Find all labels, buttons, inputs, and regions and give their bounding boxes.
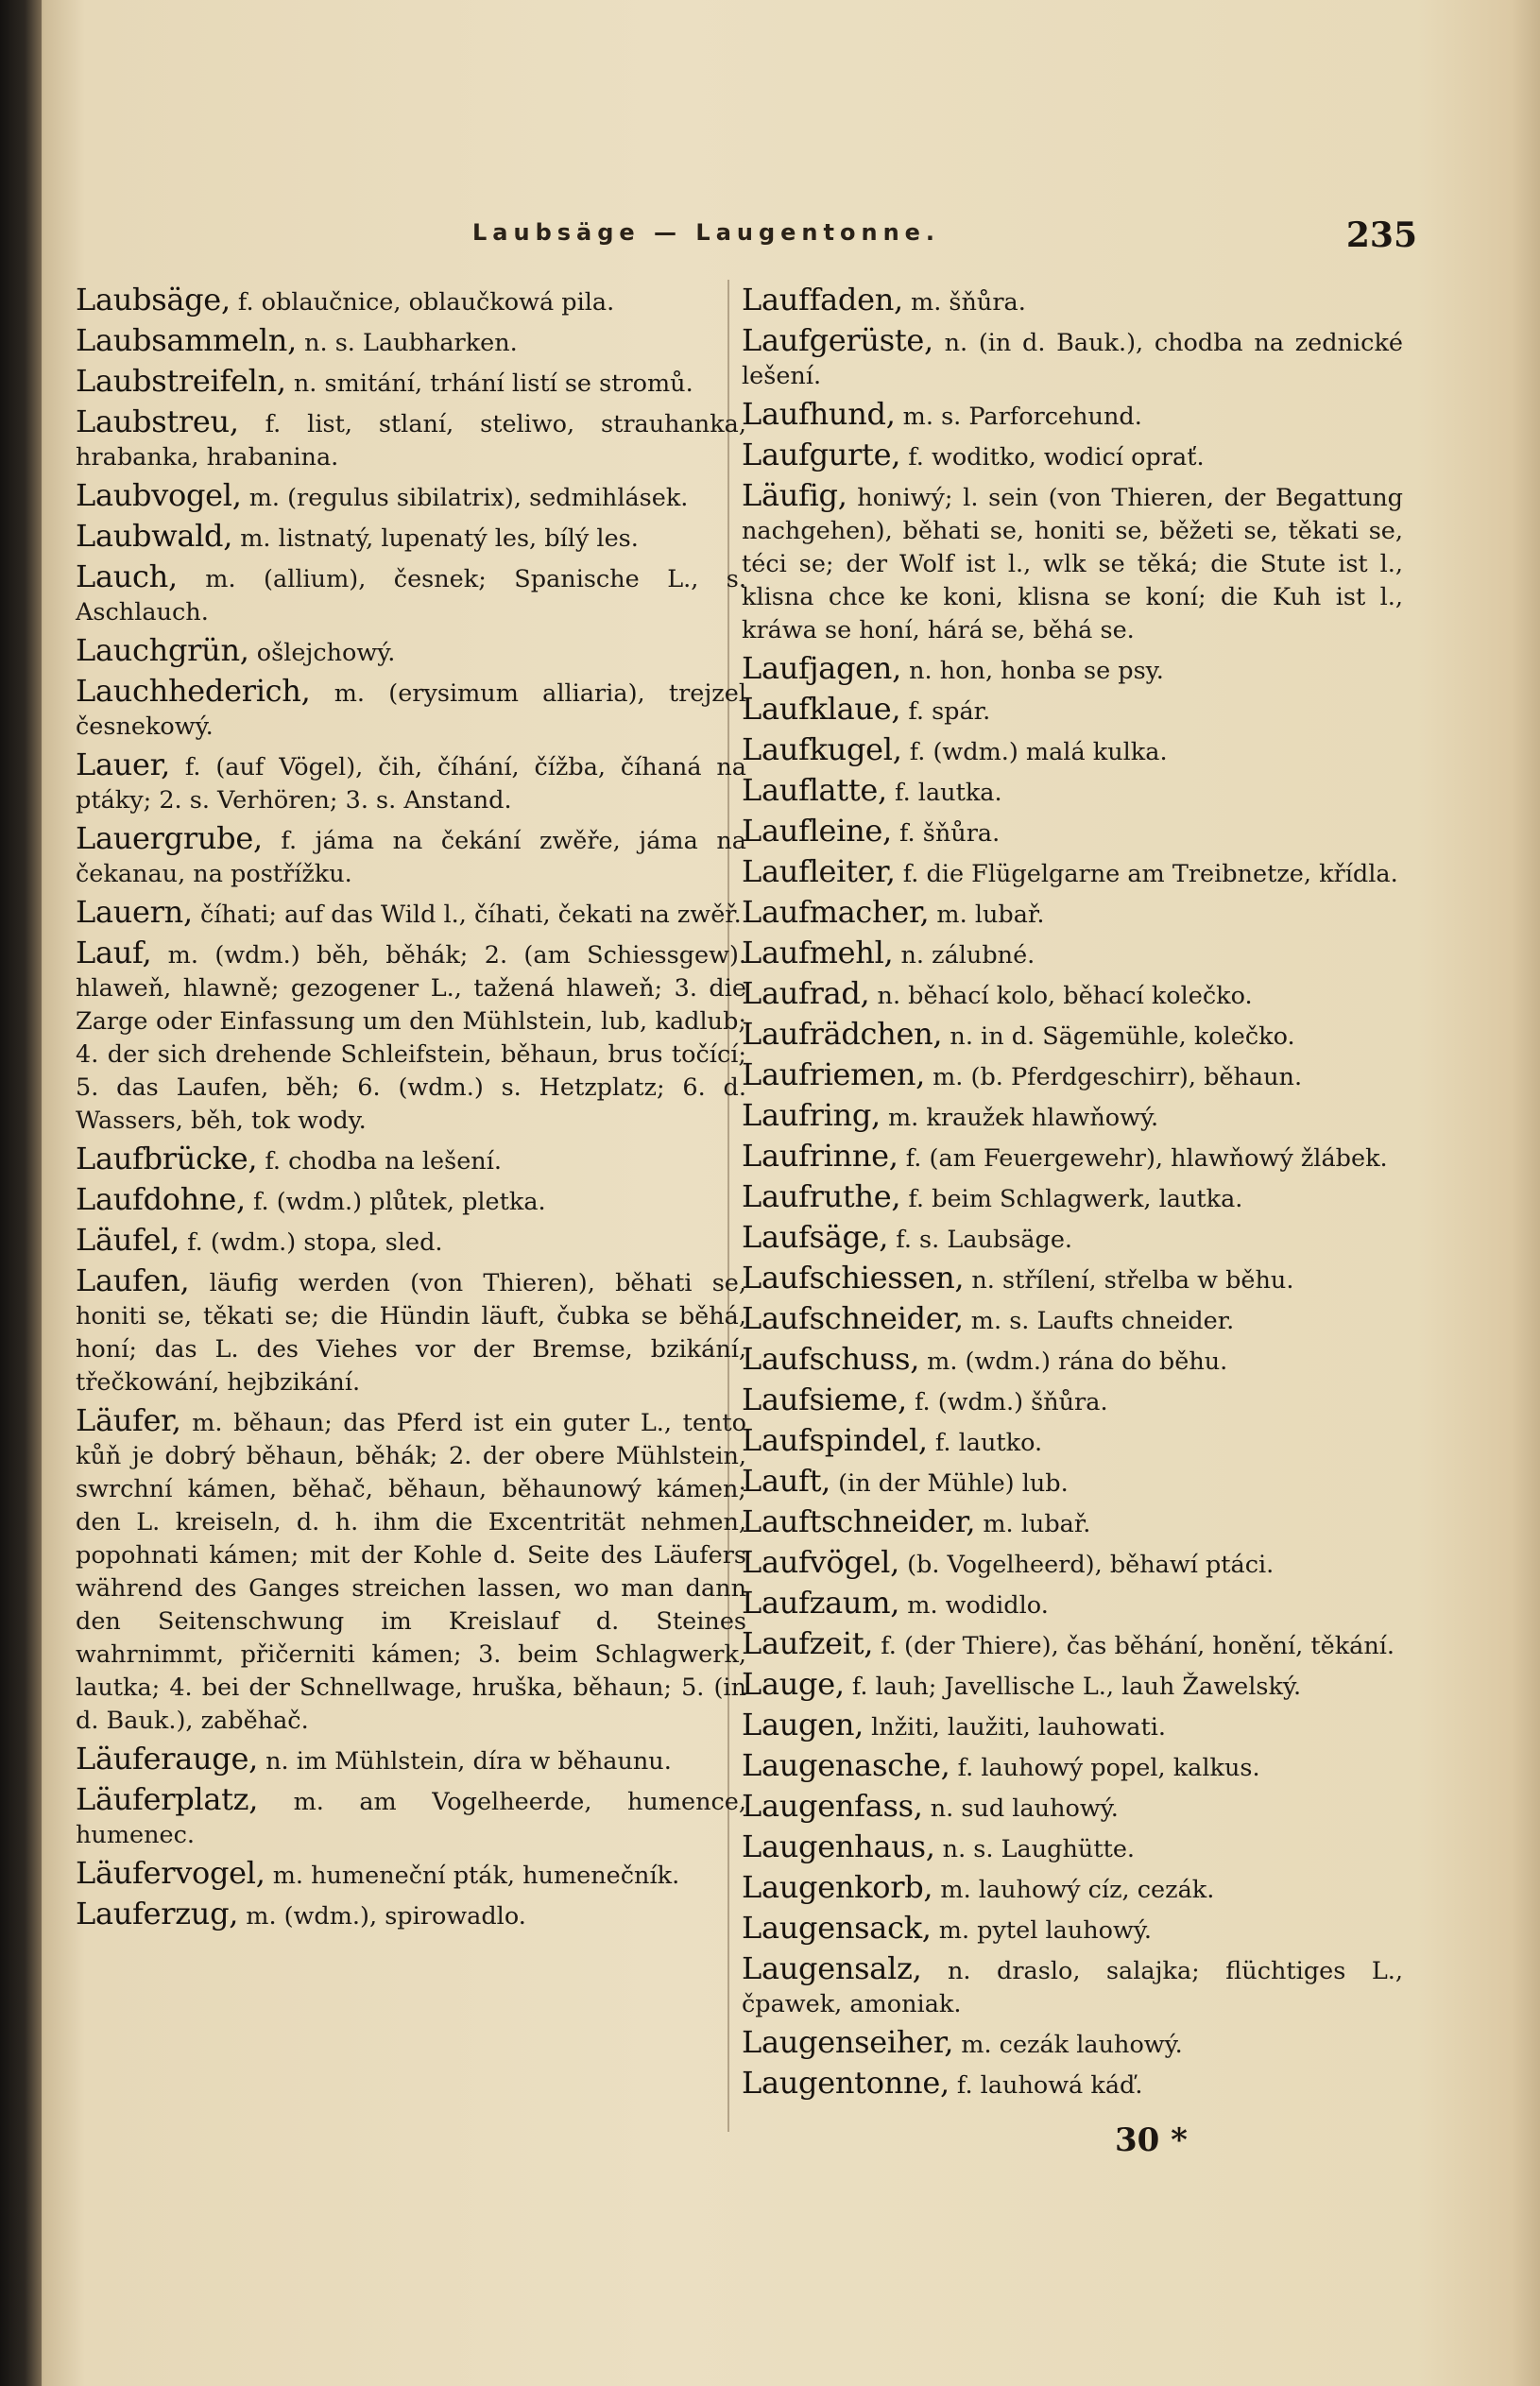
dictionary-entry	[742, 1424, 1403, 1460]
entry-headword: Laufgerüste,	[742, 322, 933, 358]
entry-definition: f. s. Laubsäge.	[888, 1226, 1073, 1254]
entry-headword: Laufvögel,	[742, 1544, 899, 1580]
entry-definition: m. s. Parforcehund.	[895, 403, 1142, 431]
entry-definition: m. wodidlo.	[899, 1591, 1049, 1620]
entry-definition: m. kraužek hlawňowý.	[880, 1104, 1159, 1132]
dictionary-entry	[76, 822, 746, 891]
dictionary-entry	[76, 324, 746, 360]
entry-headword: Lauge,	[742, 1666, 845, 1702]
entry-definition: n. s. Laubharken.	[296, 329, 518, 357]
entry-headword: Lauergrube,	[76, 820, 263, 856]
entry-definition: m. (b. Pferdgeschirr), běhaun.	[925, 1063, 1303, 1091]
dictionary-entry	[742, 1952, 1403, 2021]
dictionary-entry	[76, 479, 746, 515]
entry-headword: Laubwald,	[76, 518, 233, 554]
dictionary-entry	[76, 1742, 746, 1778]
entry-headword: Laugenhaus,	[742, 1828, 935, 1864]
entry-definition: (in der Mühle) lub.	[830, 1469, 1069, 1498]
entry-headword: Laufspindel,	[742, 1422, 928, 1458]
entry-headword: Laugenkorb,	[742, 1869, 933, 1905]
entry-definition: n. s. Laughütte.	[934, 1835, 1136, 1863]
dictionary-entry	[76, 1224, 746, 1260]
entry-definition: f. woditko, wodicí oprať.	[900, 443, 1205, 472]
entry-headword: Laufruthe,	[742, 1178, 901, 1214]
dictionary-entry	[742, 1708, 1403, 1744]
entry-definition: m. humeneční pták, humenečník.	[265, 1862, 680, 1890]
entry-definition: n. běhací kolo, běhací kolečko.	[869, 982, 1253, 1010]
entry-definition: n. im Mühlstein, díra w běhaunu.	[258, 1747, 672, 1776]
dictionary-entry	[742, 2067, 1403, 2103]
entry-definition: n. zálubné.	[893, 941, 1035, 970]
entry-headword: Laubsäge,	[76, 282, 231, 318]
entry-definition: n. střílení, střelba w běhu.	[964, 1266, 1294, 1295]
dictionary-entry	[742, 1790, 1403, 1826]
entry-definition: m. pytel lauhowý.	[931, 1916, 1152, 1945]
entry-definition: m. am Vogelheerde, humence, humenec.	[76, 1788, 746, 1849]
dictionary-entry	[742, 1749, 1403, 1785]
entry-headword: Lauer,	[76, 747, 171, 782]
dictionary-entry	[76, 748, 746, 817]
entry-definition: n. hon, honba se psy.	[901, 657, 1164, 685]
dictionary-entry	[76, 1783, 746, 1852]
entry-headword: Laufkugel,	[742, 731, 902, 767]
entry-headword: Lauferzug,	[76, 1896, 239, 1931]
entry-headword: Lauchgrün,	[76, 632, 249, 668]
entry-headword: Laufmacher,	[742, 894, 930, 930]
entry-headword: Laufrad,	[742, 975, 870, 1011]
dictionary-entry	[742, 1099, 1403, 1135]
entry-headword: Läufig,	[742, 477, 847, 513]
entry-headword: Laubsammeln,	[76, 322, 297, 358]
dictionary-entry	[742, 815, 1403, 850]
dictionary-entry	[742, 1180, 1403, 1216]
right-column	[742, 283, 1403, 2107]
entry-headword: Laugensack,	[742, 1910, 932, 1946]
dictionary-entry	[742, 936, 1403, 972]
dictionary-entry	[76, 283, 746, 319]
dictionary-entry	[742, 1383, 1403, 1419]
entry-headword: Laufzeit,	[742, 1625, 874, 1661]
dictionary-entry	[742, 438, 1403, 474]
entry-definition: f. jáma na čekání zwěře, jáma na čekanau, na postřížku.	[76, 827, 746, 888]
dictionary-entry	[742, 283, 1403, 319]
entry-headword: Laugen,	[742, 1707, 864, 1742]
entry-headword: Lauf,	[76, 935, 152, 970]
dictionary-entry	[76, 1857, 746, 1893]
dictionary-entry	[76, 520, 746, 556]
entry-headword: Lauft,	[742, 1463, 831, 1499]
entry-definition: f. spár.	[900, 697, 991, 726]
entry-definition: f. list, stlaní, steliwo, strauhanka, hrabanka, hrabanina.	[76, 410, 746, 472]
dictionary-entry	[76, 365, 746, 401]
dictionary-entry	[76, 1897, 746, 1933]
running-head: Laubsäge — Laugentonne.	[472, 219, 941, 246]
entry-headword: Laufsäge,	[742, 1219, 889, 1255]
entry-definition: n. sud lauhowý.	[922, 1794, 1119, 1823]
entry-definition: f. die Flügelgarne am Treibnetze, křídla.	[895, 860, 1398, 888]
entry-headword: Laufschneider,	[742, 1300, 964, 1336]
entry-headword: Laufklaue,	[742, 691, 901, 727]
dictionary-entry	[76, 560, 746, 629]
entry-definition: f. (am Feuergewehr), hlawňowý žlábek.	[898, 1144, 1388, 1173]
dictionary-entry	[742, 1262, 1403, 1297]
entry-definition: honiwý; l. sein (von Thieren, der Begattung nachgehen), běhati se, honiti se, běžeti se, těkati se, téci se; der Wolf ist l., wlk se těká; die Stute ist l., klisna chce ke koni, klisna se koní; die Kuh ist l., kráwa se honí, hárá se, běhá se.	[742, 484, 1403, 644]
entry-definition: f. chodba na lešení.	[257, 1147, 502, 1176]
entry-definition: f. lauhowá káď.	[949, 2071, 1143, 2100]
entry-definition: m. (allium), česnek; Spanische L., s. Aschlauch.	[76, 565, 746, 627]
entry-headword: Laufschiessen,	[742, 1260, 965, 1296]
entry-headword: Laufsieme,	[742, 1382, 907, 1417]
dictionary-entry	[742, 855, 1403, 891]
entry-headword: Laugenfass,	[742, 1788, 923, 1824]
entry-definition: f. (auf Vögel), čih, číhání, čížba, číhaná na ptáky; 2. s. Verhören; 3. s. Anstand.	[76, 753, 746, 815]
entry-definition: m. lubař.	[929, 901, 1045, 929]
entry-headword: Laugenasche,	[742, 1747, 950, 1783]
entry-headword: Laufleiter,	[742, 853, 896, 889]
entry-definition: m. (wdm.), spirowadlo.	[238, 1902, 526, 1931]
dictionary-entry	[742, 479, 1403, 647]
dictionary-entry	[742, 1058, 1403, 1094]
dictionary-entry	[742, 693, 1403, 729]
entry-definition: f. beim Schlagwerk, lautka.	[900, 1185, 1243, 1213]
dictionary-entry	[742, 1505, 1403, 1541]
entry-headword: Laufdohne,	[76, 1181, 246, 1217]
page-header	[472, 215, 1417, 257]
entry-definition: ošlejchowý.	[248, 639, 396, 667]
left-column	[76, 283, 746, 1938]
entry-definition: n. in d. Sägemühle, kolečko.	[942, 1022, 1295, 1051]
entry-definition: číhati; auf das Wild l., číhati, čekati na zwěř.	[192, 901, 742, 929]
entry-headword: Lauchhederich,	[76, 673, 311, 709]
dictionary-entry	[742, 1140, 1403, 1176]
entry-headword: Läuferauge,	[76, 1741, 258, 1777]
entry-definition: f. (wdm.) šňůra.	[906, 1388, 1108, 1416]
entry-definition: n. (in d. Bauk.), chodba na zednické lešení.	[742, 329, 1403, 390]
dictionary-entry	[742, 733, 1403, 769]
dictionary-entry	[76, 1404, 746, 1738]
entry-definition: f. (wdm.) malá kulka.	[901, 738, 1168, 766]
entry-definition: lnžiti, laužiti, lauhowati.	[864, 1713, 1167, 1742]
entry-headword: Laugentonne,	[742, 2065, 950, 2101]
entry-definition: m. (wdm.) rána do běhu.	[919, 1347, 1228, 1376]
entry-definition: läufig werden (von Thieren), běhati se, honiti se, těkati se; die Hündin läuft, čubka se běhá, honí; das L. des Viehes vor der Bremse, bzikání, třečkowání, hejbzikání.	[76, 1269, 746, 1397]
dictionary-entry	[742, 1465, 1403, 1501]
entry-definition: f. lautka.	[886, 779, 1002, 807]
entry-definition: n. draslo, salajka; flüchtiges L., čpawek, amoniak.	[742, 1957, 1403, 2018]
dictionary-entry	[742, 977, 1403, 1013]
dictionary-entry	[742, 1830, 1403, 1866]
entry-definition: f. lauh; Javellische L., lauh Žawelský.	[844, 1673, 1302, 1701]
dictionary-entry	[76, 634, 746, 670]
dictionary-entry	[742, 1668, 1403, 1704]
entry-headword: Laufleine,	[742, 813, 892, 849]
entry-headword: Laufzaum,	[742, 1585, 900, 1621]
entry-definition: m. běhaun; das Pferd ist ein guter L., tento kůň je dobrý běhaun, běhák; 2. der obere Mühlstein, swrchní kámen, běhač, běhaun, běhaunowý kámen; den L. kreiseln, d. h. ihm die Excentrität nehmen, popohnati kámen; mit der Kohle d. Seite des Läufers während des Ganges streichen lassen, wo man dann den Seitenschwung im Kreislauf d. Steines wahrnimmt, přičerniti kámen; 3. beim Schlagwerk, lautka; 4. bei der Schnellwage, hruška, běhaun; 5. (in d. Bauk.), zaběhač.	[76, 1409, 746, 1735]
entry-definition: m. lauhowý cíz, cezák.	[933, 1876, 1215, 1904]
dictionary-entry	[742, 774, 1403, 810]
entry-definition: m. (regulus sibilatrix), sedmihlásek.	[241, 484, 689, 512]
book-gutter	[0, 0, 42, 2386]
dictionary-entry	[76, 405, 746, 474]
entry-definition: f. oblaučnice, oblaučkowá pila.	[230, 288, 615, 317]
page-number: 235	[1345, 215, 1417, 255]
entry-definition: m. listnatý, lupenatý les, bílý les.	[232, 524, 639, 553]
entry-headword: Laubstreu,	[76, 403, 239, 439]
entry-headword: Laufgurte,	[742, 437, 901, 472]
entry-headword: Laubstreifeln,	[76, 363, 286, 399]
dictionary-entry	[742, 2026, 1403, 2062]
entry-headword: Lauffaden,	[742, 282, 903, 318]
entry-definition: f. (der Thiere), čas běhání, honění, těkání.	[873, 1632, 1395, 1660]
dictionary-entry	[76, 1264, 746, 1399]
dictionary-entry	[742, 1343, 1403, 1379]
dictionary-entry	[76, 675, 746, 744]
entry-headword: Lauflatte,	[742, 772, 887, 808]
dictionary-entry	[742, 1587, 1403, 1622]
entry-headword: Läuferplatz,	[76, 1781, 259, 1817]
signature-mark: 30 *	[1115, 2121, 1188, 2159]
entry-definition: n. smitání, trhání listí se stromů.	[285, 369, 693, 398]
entry-headword: Lauch,	[76, 558, 178, 594]
dictionary-entry	[742, 1627, 1403, 1663]
entry-definition: f. (wdm.) stopa, sled.	[180, 1228, 443, 1257]
dictionary-entry	[742, 1871, 1403, 1907]
dictionary-entry	[742, 398, 1403, 434]
entry-definition: m. cezák lauhowý.	[953, 2031, 1183, 2059]
entry-definition: m. (wdm.) běh, běhák; 2. (am Schiessgew). hlaweň, hlawně; gezogener L., tažená hlaweň; 3. die Zarge oder Einfassung um den Mühlstein, lub, kadlub; 4. der sich drehende Schleifstein, běhaun, brus točící; 5. das Laufen, běh; 6. (wdm.) s. Hetzplatz; 6. d. Wassers, běh, tok wody.	[76, 941, 746, 1135]
entry-definition: m. s. Laufts chneider.	[963, 1307, 1235, 1335]
entry-definition: f. lautko.	[927, 1429, 1043, 1457]
dictionary-entry	[742, 324, 1403, 393]
entry-headword: Laufbrücke,	[76, 1141, 258, 1176]
dictionary-entry	[742, 896, 1403, 932]
dictionary-entry	[742, 1221, 1403, 1257]
entry-headword: Laugenseiher,	[742, 2024, 954, 2060]
dictionary-entry	[742, 652, 1403, 688]
entry-headword: Laubvogel,	[76, 477, 242, 513]
entry-definition: m. lubař.	[975, 1510, 1091, 1538]
entry-headword: Laufrinne,	[742, 1138, 898, 1174]
entry-headword: Laufhund,	[742, 396, 896, 432]
entry-definition: m. šňůra.	[902, 288, 1026, 317]
entry-definition: m. (erysimum alliaria), trejzel česnekowý.	[76, 679, 746, 741]
entry-headword: Laufrädchen,	[742, 1016, 943, 1052]
entry-headword: Laufring,	[742, 1097, 881, 1133]
entry-headword: Läufer,	[76, 1402, 181, 1438]
entry-headword: Läufervogel,	[76, 1855, 265, 1891]
entry-headword: Lauftschneider,	[742, 1503, 976, 1539]
entry-headword: Laufschuss,	[742, 1341, 920, 1377]
dictionary-entry	[76, 1142, 746, 1178]
dictionary-entry	[76, 896, 746, 932]
dictionary-entry	[742, 1018, 1403, 1054]
dictionary-entry	[76, 936, 746, 1138]
entry-definition: f. lauhowý popel, kalkus.	[950, 1754, 1260, 1782]
entry-headword: Laufriemen,	[742, 1056, 926, 1092]
entry-headword: Laufen,	[76, 1262, 190, 1298]
entry-definition: f. (wdm.) plůtek, pletka.	[245, 1188, 546, 1216]
entry-headword: Läufel,	[76, 1222, 180, 1258]
dictionary-entry	[742, 1546, 1403, 1582]
dictionary-entry	[76, 1183, 746, 1219]
entry-headword: Laufmehl,	[742, 935, 894, 970]
entry-headword: Lauern,	[76, 894, 193, 930]
entry-headword: Laufjagen,	[742, 650, 901, 686]
entry-definition: f. šňůra.	[891, 819, 1001, 848]
entry-headword: Laugensalz,	[742, 1950, 922, 1986]
entry-definition: (b. Vogelheerd), běhawí ptáci.	[898, 1551, 1275, 1579]
dictionary-entry	[742, 1302, 1403, 1338]
dictionary-entry	[742, 1912, 1403, 1948]
